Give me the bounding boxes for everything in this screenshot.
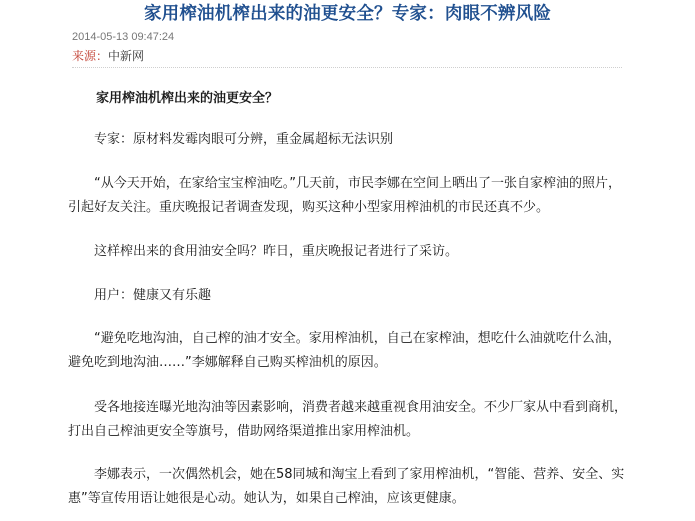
source-name[interactable]: 中新网 bbox=[108, 49, 145, 63]
section-heading-paragraph: 用户：健康又有乐趣 bbox=[94, 288, 212, 303]
subheading-paragraph: 家用榨油机榨出来的油更安全？ bbox=[96, 91, 279, 106]
body-paragraph: “避免吃地沟油，自己榨的油才安全。家用榨油机，自己在家榨油，想吃什么油就吃什么油，避免吃到地沟油……”李娜解释自己购买榨油机的原因。 bbox=[68, 331, 621, 370]
meta-divider bbox=[72, 67, 622, 68]
body-paragraph: 受各地接连曝光地沟油等因素影响，消费者越来越重视食用油安全。不少厂家从中看到商机，打出自己榨油更安全等旗号，借助网络渠道推出家用榨油机。 bbox=[68, 400, 628, 439]
body-paragraph: 这样榨出来的食用油安全吗？昨日，重庆晚报记者进行了采访。 bbox=[94, 244, 459, 259]
publish-datetime: 2014-05-13 09:47:24 bbox=[72, 31, 175, 43]
source-line bbox=[72, 48, 144, 64]
expert-paragraph: 专家：原材料发霉肉眼可分辨，重金属超标无法识别 bbox=[94, 132, 394, 147]
article-title: 家用榨油机榨出来的油更安全？专家：肉眼不辨风险 bbox=[143, 4, 552, 24]
body-paragraph: “从今天开始，在家给宝宝榨油吃。”几天前，市民李娜在空间上晒出了一张自家榨油的照片，引起好友关注。重庆晚报记者调查发现，购买这种小型家用榨油机的市民还真不少。 bbox=[68, 176, 621, 215]
source-label: 来源： bbox=[72, 49, 109, 63]
body-paragraph: 李娜表示，一次偶然机会，她在58同城和淘宝上看到了家用榨油机，“智能、营养、安全、实惠”等宣传用语让她很是心动。她认为，如果自己榨油，应该更健康。 bbox=[68, 467, 625, 506]
